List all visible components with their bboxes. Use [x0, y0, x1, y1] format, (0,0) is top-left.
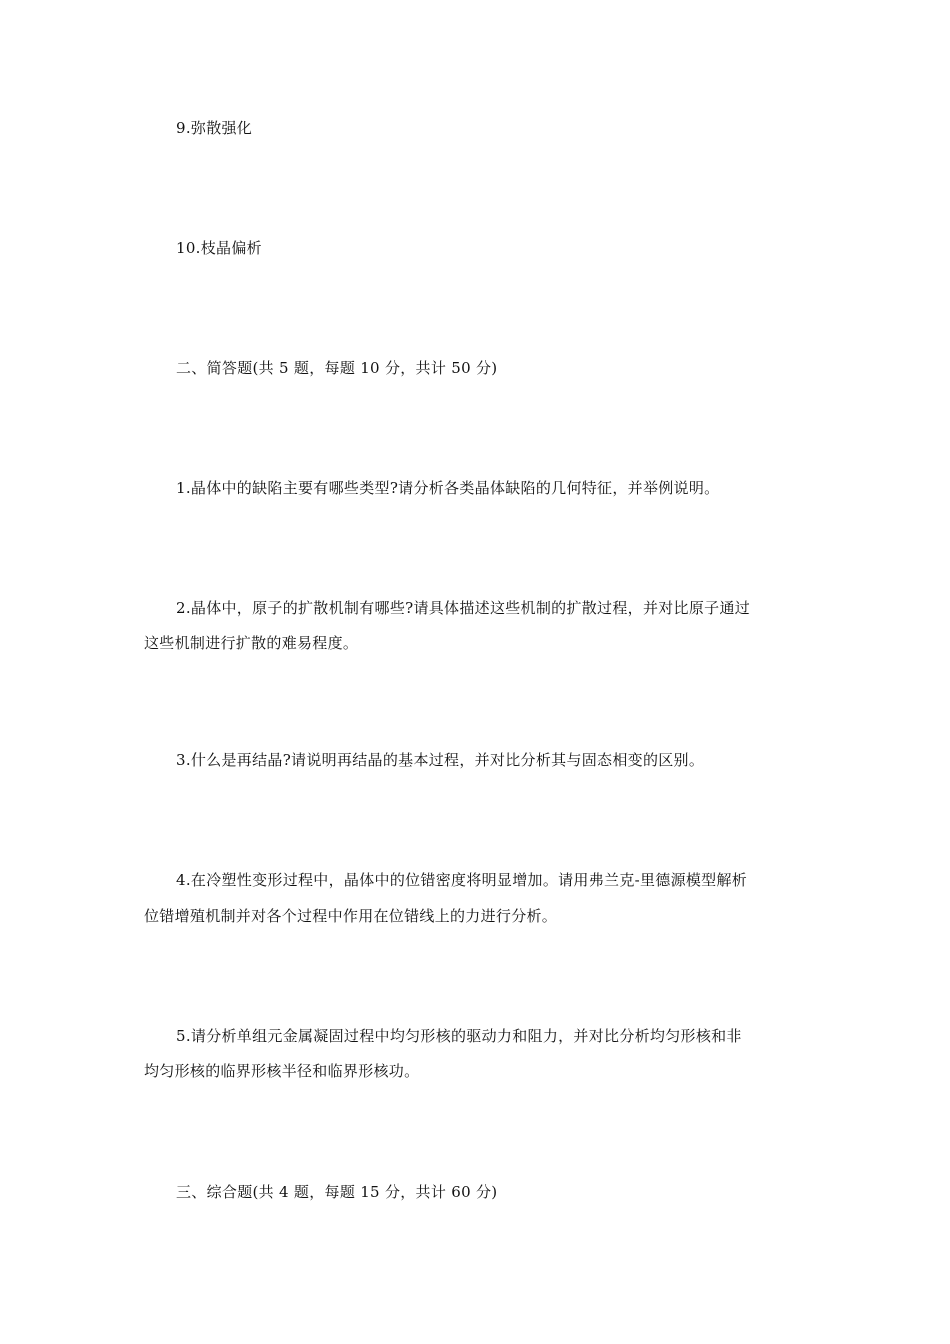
section-2-heading: 二、简答题(共 5 题，每题 10 分，共计 50 分)	[176, 359, 498, 377]
question-5-line-1: 5.请分析单组元金属凝固过程中均匀形核的驱动力和阻力，并对比分析均匀形核和非	[176, 1027, 742, 1045]
question-1: 1.晶体中的缺陷主要有哪些类型?请分析各类晶体缺陷的几何特征，并举例说明。	[176, 479, 720, 497]
question-5-line-2: 均匀形核的临界形核半径和临界形核功。	[144, 1062, 420, 1080]
question-3: 3.什么是再结晶?请说明再结晶的基本过程，并对比分析其与固态相变的区别。	[176, 751, 705, 769]
term-10: 10.枝晶偏析	[176, 239, 262, 257]
question-2-line-1: 2.晶体中，原子的扩散机制有哪些?请具体描述这些机制的扩散过程，并对比原子通过	[176, 599, 751, 617]
question-2-line-2: 这些机制进行扩散的难易程度。	[144, 634, 359, 652]
term-9: 9.弥散强化	[176, 119, 253, 137]
section-3-heading: 三、综合题(共 4 题，每题 15 分，共计 60 分)	[176, 1183, 498, 1201]
question-4-line-2: 位错增殖机制并对各个过程中作用在位错线上的力进行分析。	[144, 907, 558, 925]
question-4-line-1: 4.在冷塑性变形过程中，晶体中的位错密度将明显增加。请用弗兰克-里德源模型解析	[176, 871, 748, 889]
